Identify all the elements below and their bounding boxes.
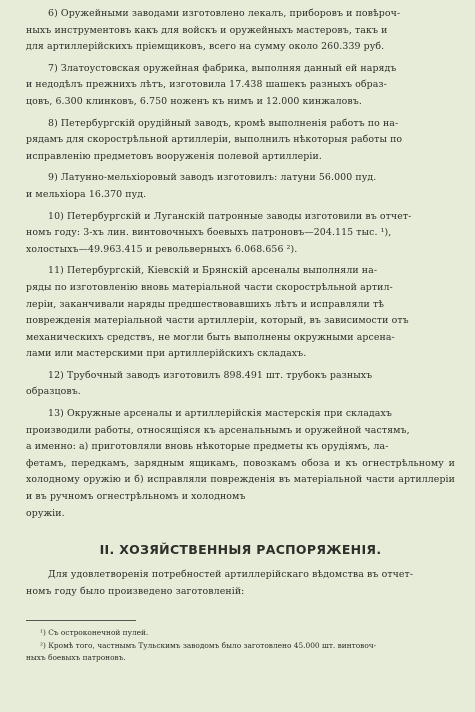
footnote-2: ²) Кромѣ того, частнымъ Тульскимъ заводомъ было заготовлено 45.000 шт. винтовоч- ныхъ боевыхъ патроновъ. bbox=[26, 640, 377, 663]
paragraph-10: 10) Петербургскій и Луганскій патронные заводы изготовили въ отчет- номъ году: 3-хъ лин. винтовочныхъ боевыхъ патроновъ—204.115 тыс. ¹), холостыхъ—49.963.415 и револьверныхъ 6.068.656 ²). bbox=[26, 210, 412, 255]
paragraph-13: 13) Окружные арсеналы и артиллерійскія мастерскія при складахъ производили работы, относящіяся къ арсенальнымъ и оружейной частямъ, а именно: а) приготовляли вновь нѣкоторые предметы къ орудіямъ, ла- фетамъ, передкамъ, зарядным ящикамъ, повозкамъ обоза и къ огнестрѣльному и холодному оружію и б) исправляли поврежденія въ матеріальной части артиллеріи и въ ручномъ огнестрѣльномъ и холодномъ оружіи. bbox=[26, 408, 455, 519]
paragraph-11: 11) Петербургскій, Кіевскій и Брянскій арсеналы выполняли на- ряды по изготовленію вновь матеріальной части скорострѣльной артил- леріи, заканчивали наряды предшествовавшихъ лѣтъ и исправляли тѣ поврежденія матеріальной части артиллеріи, который, въ зависимости отъ механическихъ средствъ, не могли быть выполнены окружными арсена- лами или мастерскими при артиллерійскихъ складахъ. bbox=[26, 265, 409, 360]
paragraph-8: 8) Петербургскій орудійный заводъ, кромѣ выполненія работъ по на- рядамъ для скорострѣльной артиллеріи, выполнилъ нѣкоторыя работы по исправленію предметовъ вооруженія полевой артиллеріи. bbox=[26, 117, 403, 162]
body-text bbox=[26, 6, 455, 522]
paragraph-6: 6) Оружейными заводами изготовлено лекалъ, приборовъ и повѣроч- ныхъ инструментовъ какъ для войскъ и оружейныхъ мастеровъ, такъ и для артиллерійскихъ пріемщиковъ, всего на сумму около 260.339 руб. bbox=[26, 8, 401, 53]
section-paragraph: Для удовлетворенія потребностей артиллерійскаго вѣдомства въ отчет- номъ году было произведено заготовленій: bbox=[26, 569, 414, 597]
paragraph-12: 12) Трубочный заводъ изготовилъ 898.491 шт. трубокъ разныхъ образцовъ. bbox=[26, 369, 373, 398]
footnote-divider bbox=[26, 620, 136, 621]
paragraph-7: 7) Златоустовская оружейная фабрика, выполняя данный ей нарядъ и недодѣлъ прежнихъ лѣтъ, изготовила 17.438 шашекъ разныхъ образ- цовъ, 6.300 клинковъ, 6.750 ноженъ къ нимъ и 12.000 кинжаловъ. bbox=[26, 62, 397, 107]
footnote-1: ¹) Съ остроконечной пулей. bbox=[40, 628, 149, 638]
paragraph-9: 9) Латунно-мельхіоровый заводъ изготовилъ: латуни 56.000 пуд. и мельхіора 16.370 пуд. bbox=[26, 172, 377, 200]
section-heading: II. ХОЗЯЙСТВЕННЫЯ РАСПОРЯЖЕНІЯ. bbox=[99, 542, 382, 558]
footnotes bbox=[26, 627, 455, 665]
